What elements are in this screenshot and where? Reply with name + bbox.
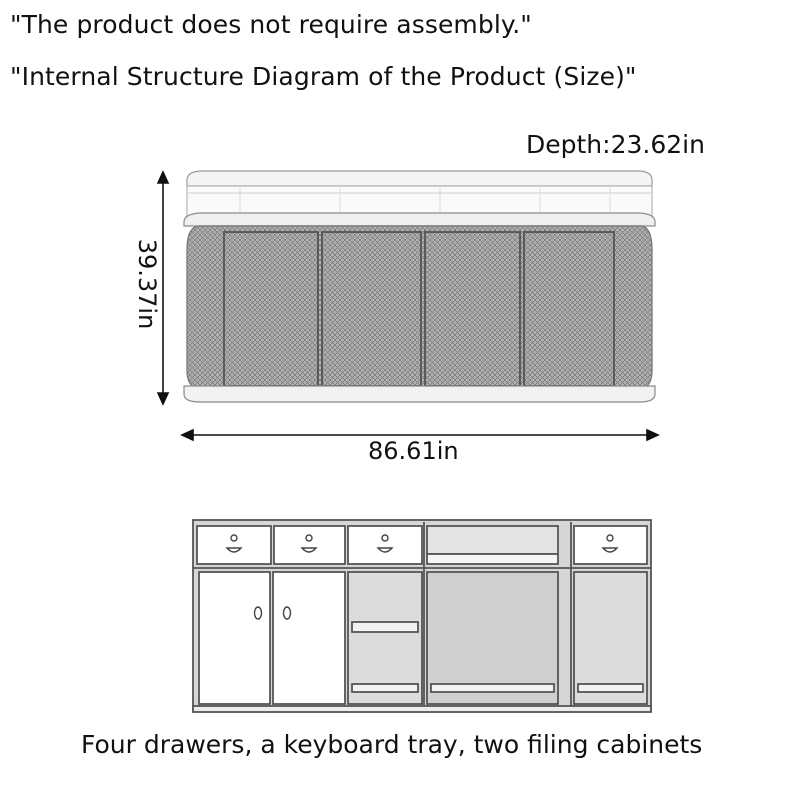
depth-label: Depth:23.62in [526,130,705,159]
diagram-title: "Internal Structure Diagram of the Product (Size)" [10,62,637,91]
height-label: 39.37in [133,238,161,330]
drawer-3 [348,526,422,564]
rattan-front-panel [187,226,652,388]
desk-base [184,386,655,402]
assembly-note: "The product does not require assembly." [10,10,532,39]
desk-front-view [184,171,655,402]
width-dimension-arrow [182,430,658,440]
drawer-1 [197,526,271,564]
filing-cabinet-2 [273,572,345,704]
internal-structure-diagram [193,520,651,712]
structure-caption: Four drawers, a keyboard tray, two filing cabinets [81,730,703,759]
height-dimension-arrow [158,172,168,404]
counter-top [187,171,652,186]
width-label: 86.61in [368,437,459,465]
filing-cabinet-1 [199,572,270,704]
drawer-4 [574,526,647,564]
keyboard-tray [427,526,558,554]
drawer-2 [274,526,345,564]
